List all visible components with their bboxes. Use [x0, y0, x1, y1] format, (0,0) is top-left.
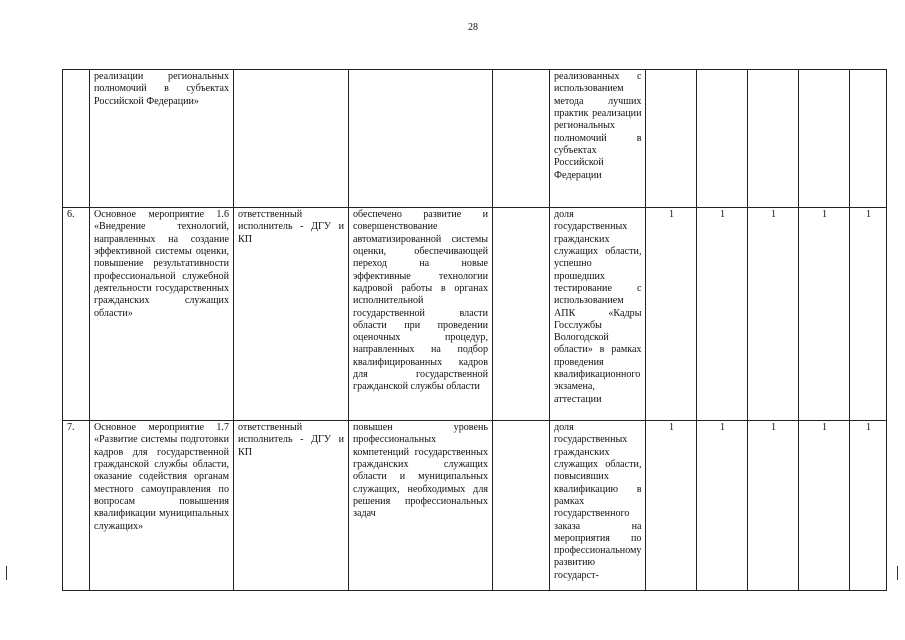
table-row: [63, 421, 887, 591]
value-cell: 1: [697, 421, 748, 591]
executor-cell: [234, 70, 349, 208]
value-cell: 1: [697, 208, 748, 421]
extra-cell: [493, 421, 550, 591]
value-cell: 1: [850, 208, 887, 421]
executor-cell: ответственный исполнитель - ДГУ и КП: [234, 421, 349, 591]
row-number: [63, 70, 90, 208]
value-cell: 1: [799, 421, 850, 591]
value-cell: [748, 70, 799, 208]
row-number: 6.: [63, 208, 90, 421]
executor-cell: ответственный исполнитель - ДГУ и КП: [234, 208, 349, 421]
indicator-cell: доля государственных гражданских служащих области, успешно прошедших тестирование с использованием АПК «Кадры Госслужбы Вологодской области» в рамках проведения квалификационного экзамена, аттестации: [550, 208, 646, 421]
result-cell: [349, 70, 493, 208]
event-cell: реализации региональных полномочий в субъектах Российской Федерации»: [90, 70, 234, 208]
row-number: 7.: [63, 421, 90, 591]
value-cell: 1: [748, 208, 799, 421]
value-cell: [799, 70, 850, 208]
table-row: [63, 70, 887, 208]
extra-cell: [493, 70, 550, 208]
table-row: [63, 208, 887, 421]
extra-cell: [493, 208, 550, 421]
event-cell: Основное мероприятие 1.6 «Внедрение технологий, направленных на создание эффективной системы оценки, повышение результативности профессиональной служебной деятельности государственных гражданских служащих области»: [90, 208, 234, 421]
result-cell: обеспечено развитие и совершенствование автоматизированной системы оценки, обеспечивающей переход на новые эффективные технологии кадровой работы в органах исполнительной государственной власти области при проведении оценочных процедур, направленных на подбор квалифицированных кадров для государственной гражданской службы области: [349, 208, 493, 421]
value-cell: 1: [646, 208, 697, 421]
value-cell: [646, 70, 697, 208]
page-number: 28: [468, 22, 478, 33]
right-margin-mark: [897, 566, 898, 580]
value-cell: 1: [646, 421, 697, 591]
value-cell: [850, 70, 887, 208]
indicator-cell: реализованных с использованием метода лучших практик реализации региональных полномочий в субъектах Российской Федерации: [550, 70, 646, 208]
value-cell: 1: [850, 421, 887, 591]
value-cell: 1: [799, 208, 850, 421]
left-margin-mark: [6, 566, 7, 580]
indicator-cell: доля государственных гражданских служащих области, повысивших квалификацию в рамках государственного заказа на мероприятия по профессиональному развитию государст-: [550, 421, 646, 591]
program-table: [62, 69, 887, 591]
value-cell: [697, 70, 748, 208]
result-cell: повышен уровень профессиональных компетенций государственных гражданских служащих области и муниципальных служащих, необходимых для решения профессиональных задач: [349, 421, 493, 591]
value-cell: 1: [748, 421, 799, 591]
event-cell: Основное мероприятие 1.7 «Развитие системы подготовки кадров для государственной гражданской службы области, оказание содействия органам местного самоуправления по вопросам повышения квалификации муниципальных служащих»: [90, 421, 234, 591]
